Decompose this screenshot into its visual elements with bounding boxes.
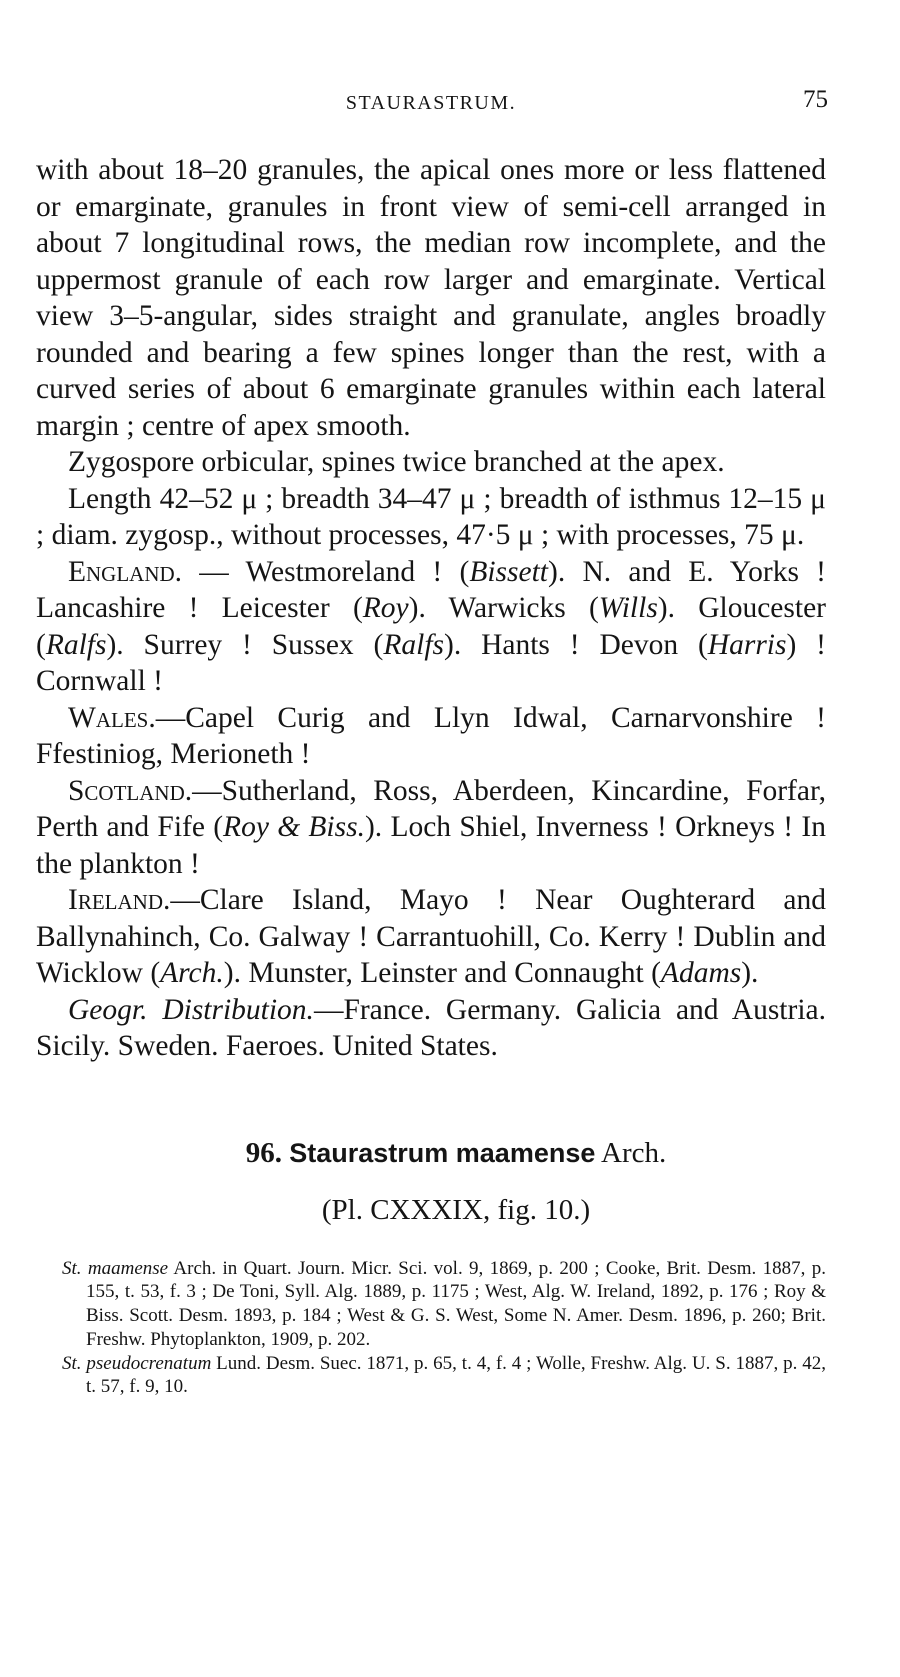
synonym-name: St. pseudocrenatum bbox=[62, 1352, 212, 1374]
species-description-body bbox=[36, 152, 826, 1065]
collector-name: Adams bbox=[660, 957, 742, 989]
synonym-name: St. maamense bbox=[62, 1257, 169, 1279]
species-name: Staurastrum maamense bbox=[289, 1137, 596, 1168]
collector-name: Arch. bbox=[160, 957, 224, 989]
synonym-entry bbox=[62, 1352, 826, 1400]
running-head bbox=[36, 86, 828, 132]
collector-name: Roy & Biss. bbox=[223, 811, 365, 843]
synonym-entry bbox=[62, 1257, 826, 1352]
region-label-wales: Wales. bbox=[68, 701, 156, 734]
england-records: England. — Westmoreland ! (Bissett). N. and E. Yorks ! Lancashire ! Leicester (Roy). Warwicks (Wills). Gloucester (Ralfs). Surrey ! Sussex (Ralfs). Hants ! Devon (Harris) ! Cornwall ! bbox=[36, 555, 826, 697]
synonym-references: Arch. in Quart. Journ. Micr. Sci. vol. 9, 1869, p. 200 ; Cooke, Brit. Desm. 1887, p. 155, t. 53, f. 3 ; De Toni, Syll. Alg. 1889, p. 1175 ; West, Alg. W. Ireland, 1892, p. 176 ; Roy & Biss. Scott. Desm. 1893, p. 184 ; West & G. S. West, Some N. Amer. Desm. 1896, p. 260; Brit. Freshw. Phytoplankton, 1909, p. 202. bbox=[86, 1257, 827, 1350]
collector-name: Ralfs bbox=[45, 628, 107, 661]
region-label-scotland: Scotland. bbox=[68, 774, 193, 807]
distribution-paragraph: Geogr. Distribution.—France. Germany. Galicia and Austria. Sicily. Sweden. Faeroes. United States. bbox=[36, 993, 826, 1062]
species-number: 96. bbox=[245, 1136, 282, 1169]
collector-name: Roy bbox=[362, 592, 409, 624]
book-page bbox=[36, 0, 826, 1399]
synonym-references: Lund. Desm. Suec. 1871, p. 65, t. 4, f. 4 ; Wolle, Freshw. Alg. U. S. 1887, p. 42, t. 57, f. 9, 10. bbox=[86, 1352, 826, 1398]
running-title: STAURASTRUM. bbox=[345, 92, 517, 114]
plate-reference: (Pl. CXXXIX, fig. 10.) bbox=[321, 1193, 591, 1226]
synonymy-block bbox=[36, 1257, 826, 1400]
wales-records: Wales.—Capel Curig and Llyn Idwal, Carnarvonshire ! Ffestiniog, Merioneth ! bbox=[36, 701, 826, 770]
distribution-label: Geogr. Distribution. bbox=[68, 993, 314, 1026]
page-number: 75 bbox=[803, 86, 828, 113]
scotland-records: Scotland.—Sutherland, Ross, Aberdeen, Kincardine, Forfar, Perth and Fife (Roy & Biss.). Loch Shiel, Inverness ! Orkneys ! In the plankton ! bbox=[36, 774, 826, 880]
species-author: Arch. bbox=[601, 1136, 667, 1169]
collector-name: Harris bbox=[707, 628, 787, 661]
collector-name: Bissett bbox=[469, 555, 548, 588]
collector-name: Ralfs bbox=[383, 628, 445, 661]
zygospore-paragraph: Zygospore orbicular, spines twice branched at the apex. bbox=[68, 446, 725, 478]
species-heading bbox=[86, 1137, 826, 1170]
collector-name: Wills bbox=[598, 592, 658, 624]
region-label-ireland: Ireland. bbox=[68, 884, 171, 916]
ireland-records: Ireland.—Clare Island, Mayo ! Near Oughterard and Ballynahinch, Co. Galway ! Carrantuohill, Co. Kerry ! Dublin and Wicklow (Arch.). Munster, Leinster and Connaught (Adams). bbox=[36, 884, 826, 989]
measurements-paragraph: Length 42–52 μ ; breadth 34–47 μ ; breadth of isthmus 12–15 μ ; diam. zygosp., without processes, 47·5 μ ; with processes, 75 μ. bbox=[36, 482, 826, 551]
region-label-england: England. bbox=[68, 555, 183, 588]
morphology-paragraph: with about 18–20 granules, the apical ones more or less flattened or emarginate, granules in front view of semi-cell arranged in about 7 longitudinal rows, the median row incomplete, and the uppermost granule of each row larger and emarginate. Vertical view 3–5-angular, sides straight and granulate, angles broadly rounded and bearing a few spines longer than the rest, with a curved series of about 6 emarginate granules within each lateral margin ; centre of apex smooth. bbox=[36, 154, 826, 442]
